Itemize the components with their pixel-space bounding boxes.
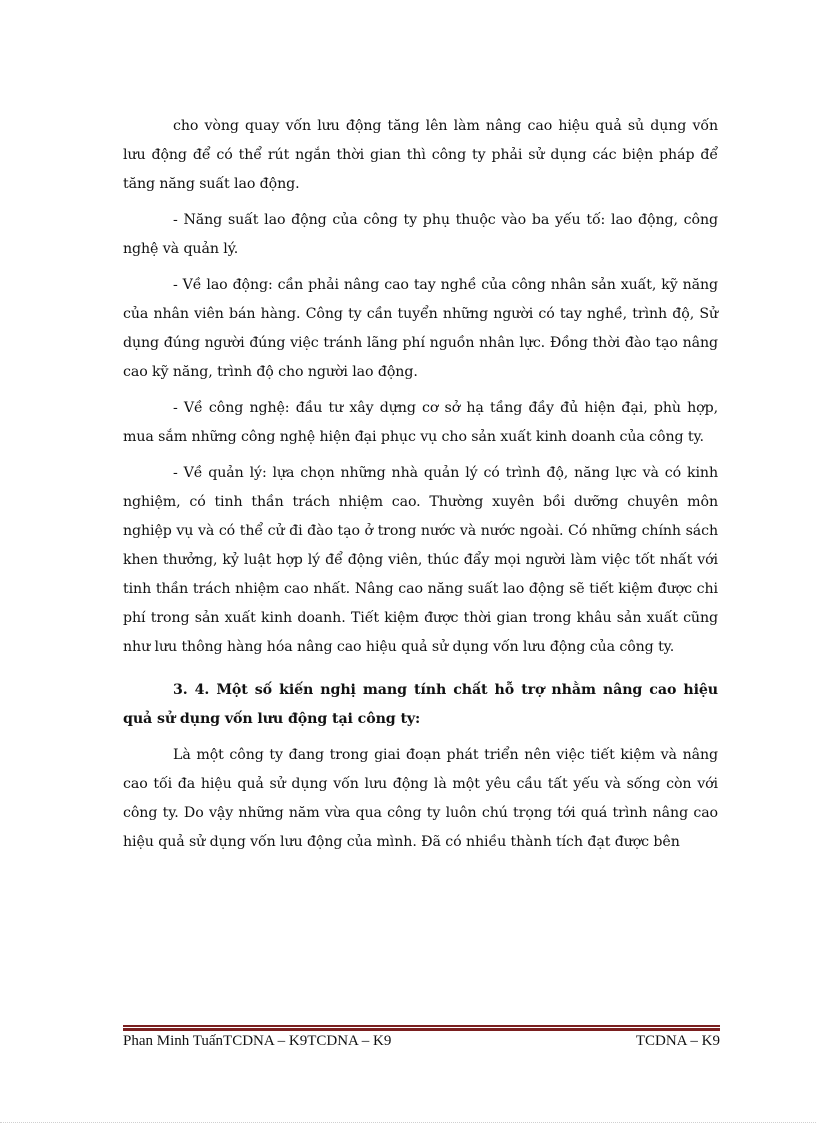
document-body: [123, 112, 718, 864]
page-footer: [123, 1033, 720, 1050]
footer-class-code: TCDNA – K9: [635, 1033, 720, 1049]
paragraph-labor: - Về lao động: cần phải nâng cao tay nghề của công nhân sản xuất, kỹ năng của nhân viên bán hàng. Công ty cần tuyển những người có tay nghề, trình độ, Sử dụng đúng người đúng việc tránh lãng phí nguồn nhân lực. Đồng thời đào tạo nâng cao kỹ năng, trình độ cho người lao động.: [123, 277, 718, 380]
paragraph-intro: cho vòng quay vốn lưu động tăng lên làm nâng cao hiệu quả sủ dụng vốn lưu động để có thể rút ngắn thời gian thì công ty phải sử dụng các biện pháp để tăng năng suất lao động.: [123, 118, 718, 192]
footer-divider: [123, 1025, 720, 1031]
paragraph-closing: Là một công ty đang trong giai đoạn phát triển nên việc tiết kiệm và nâng cao tối đa hiệu quả sử dụng vốn lưu động là một yêu cầu tất yếu và sống còn với công ty. Do vậy những năm vừa qua công ty luôn chú trọng tới quá trình nâng cao hiệu quả sử dụng vốn lưu động của mình. Đã có nhiều thành tích đạt được bên: [123, 747, 718, 850]
paragraph-productivity-factors: - Năng suất lao động của công ty phụ thuộc vào ba yếu tố: lao động, công nghệ và quản lý.: [123, 212, 718, 257]
section-heading: 3. 4. Một số kiến nghị mang tính chất hỗ trợ nhằm nâng cao hiệu quả sử dụng vốn lưu động tại công ty:: [123, 682, 718, 727]
footer-author: Phan Minh TuấnTCDNA – K9TCDNA – K9: [123, 1033, 392, 1049]
paragraph-technology: - Về công nghệ: đầu tư xây dựng cơ sở hạ tầng đầy đủ hiện đại, phù hợp, mua sắm những công nghệ hiện đại phục vụ cho sản xuất kinh doanh của công ty.: [123, 400, 718, 445]
paragraph-management: - Về quản lý: lựa chọn những nhà quản lý có trình độ, năng lực và có kinh nghiệm, có tinh thần trách nhiệm cao. Thường xuyên bồi dưỡng chuyên môn nghiệp vụ và có thể cử đi đào tạo ở trong nước và nước ngoài. Có những chính sách khen thưởng, kỷ luật hợp lý để động viên, thúc đẩy mọi người làm việc tốt nhất với tinh thần trách nhiệm cao nhất. Nâng cao năng suất lao động sẽ tiết kiệm được chi phí trong sản xuất kinh doanh. Tiết kiệm được thời gian trong khâu sản xuất cũng như lưu thông hàng hóa nâng cao hiệu quả sử dụng vốn lưu động của công ty.: [123, 465, 718, 655]
